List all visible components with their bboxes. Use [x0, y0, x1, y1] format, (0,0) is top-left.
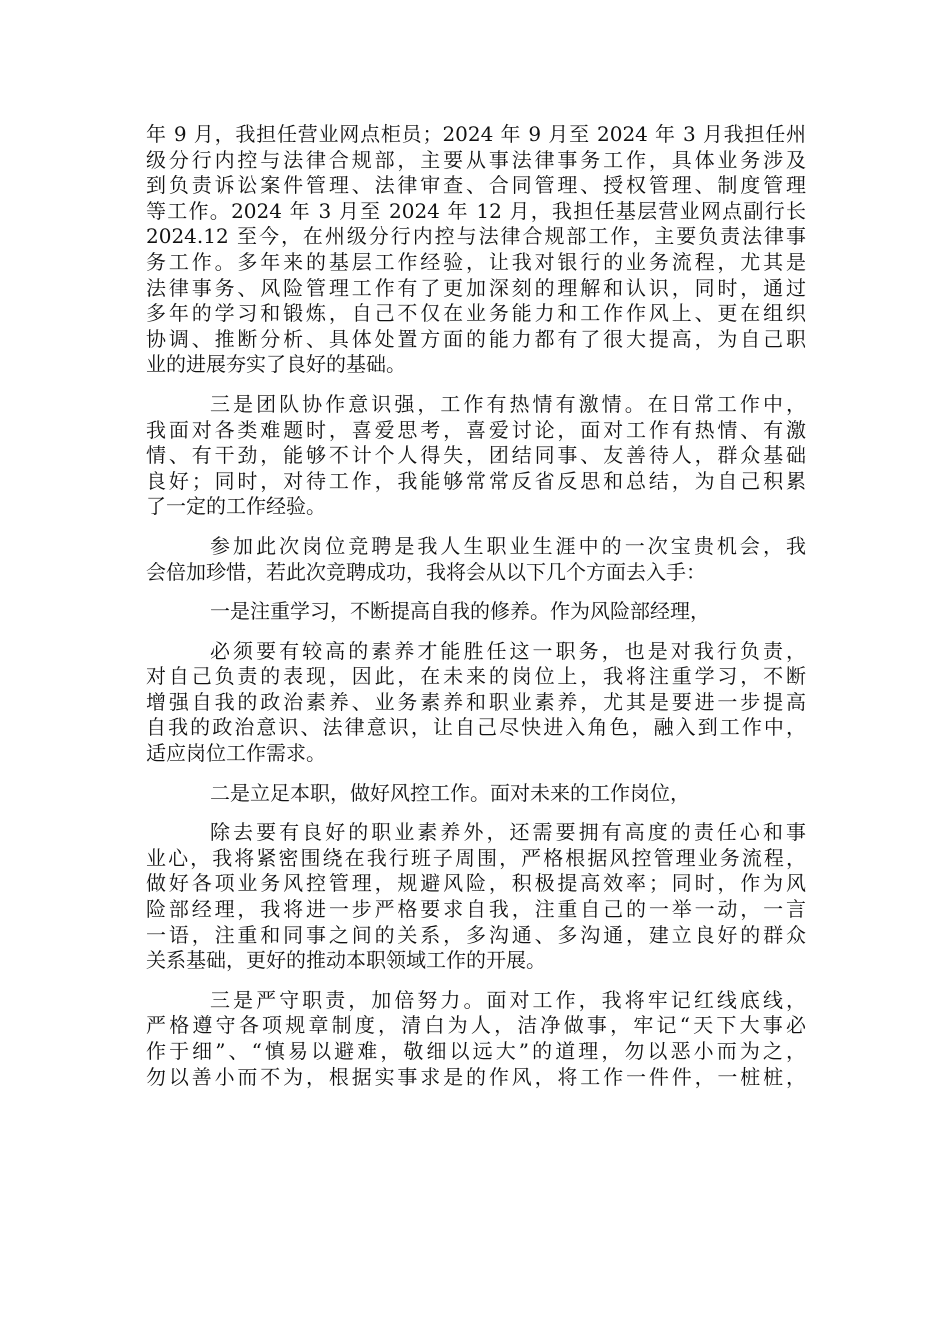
document-body	[146, 122, 806, 1104]
text-line: 险部经理，我将进一步严格要求自我，注重自己的一举一动，一言	[146, 897, 806, 922]
paragraph-opportunity	[146, 534, 806, 585]
paragraph-career-history	[146, 122, 806, 378]
text-line: 严格遵守各项规章制度，清白为人，洁净做事，牢记“天下大事必	[146, 1013, 806, 1038]
text-line: 务工作。多年来的基层工作经验，让我对银行的业务流程，尤其是	[146, 249, 806, 274]
text-line: 二是立足本职，做好风控工作。面对未来的工作岗位，	[210, 780, 690, 805]
text-line: 我面对各类难题时，喜爱思考，喜爱讨论，面对工作有热情、有激	[146, 417, 806, 442]
text-line: 除去要有良好的职业素养外，还需要拥有高度的责任心和事	[210, 820, 806, 845]
text-line: 三是团队协作意识强，工作有热情有激情。在日常工作中，	[210, 391, 806, 416]
text-line: 级分行内控与法律合规部，主要从事法律事务工作，具体业务涉及	[146, 147, 806, 172]
paragraph-point-two-body	[146, 820, 806, 974]
text-line: 法律事务、风险管理工作有了更加深刻的理解和认识，同时，通过	[146, 275, 806, 300]
paragraph-point-one-body	[146, 639, 806, 767]
text-line: 了一定的工作经验。	[146, 494, 326, 519]
text-line: 参加此次岗位竞聘是我人生职业生涯中的一次宝贵机会，我	[210, 533, 806, 558]
text-line: 情、有干劲，能够不计个人得失，团结同事、友善待人，群众基础	[146, 443, 806, 468]
text-line: 2024.12 至今，在州级分行内控与法律合规部工作，主要负责法律事	[146, 224, 806, 249]
paragraph-point-three	[146, 988, 806, 1090]
paragraph-teamwork	[146, 392, 806, 520]
text-line: 多年的学习和锻炼，自己不仅在业务能力和工作作风上、更在组织	[146, 301, 806, 326]
text-line: 业的进展夯实了良好的基础。	[146, 352, 406, 377]
text-line: 年 9 月，我担任营业网点柜员；2024 年 9 月至 2024 年 3 月我担任州	[146, 122, 806, 146]
text-line: 等工作。2024 年 3 月至 2024 年 12 月，我担任基层营业网点副行长	[146, 198, 806, 223]
text-line: 勿以善小而不为，根据实事求是的作风，将工作一件件，一桩桩，	[146, 1064, 806, 1089]
text-line: 做好各项业务风控管理，规避风险，积极提高效率；同时，作为风	[146, 871, 806, 896]
text-line: 关系基础，更好的推动本职领域工作的开展。	[146, 948, 546, 973]
text-line: 自我的政治意识、法律意识，让自己尽快进入角色，融入到工作中，	[146, 715, 806, 740]
text-line: 增强自我的政治素养、业务素养和职业素养，尤其是要进一步提高	[146, 689, 806, 714]
text-line: 业心，我将紧密围绕在我行班子周围，严格根据风控管理业务流程，	[146, 845, 806, 870]
text-line: 一是注重学习，不断提高自我的修养。作为风险部经理，	[210, 599, 710, 624]
text-line: 适应岗位工作需求。	[146, 741, 326, 766]
paragraph-point-one-heading	[146, 599, 806, 625]
text-line: 会倍加珍惜，若此次竞聘成功，我将会从以下几个方面去入手：	[146, 559, 706, 584]
text-line: 必须要有较高的素养才能胜任这一职务，也是对我行负责，	[210, 638, 806, 663]
text-line: 到负责诉讼案件管理、法律审查、合同管理、授权管理、制度管理	[146, 173, 806, 198]
paragraph-point-two-heading	[146, 781, 806, 807]
text-line: 对自己负责的表现，因此，在未来的岗位上，我将注重学习，不断	[146, 664, 806, 689]
text-line: 协调、推断分析、具体处置方面的能力都有了很大提高，为自己职	[146, 326, 806, 351]
text-line: 良好；同时，对待工作，我能够常常反省反思和总结，为自己积累	[146, 468, 806, 493]
text-line: 三是严守职责，加倍努力。面对工作，我将牢记红线底线，	[210, 987, 806, 1012]
text-line: 一语，注重和同事之间的关系，多沟通、多沟通，建立良好的群众	[146, 922, 806, 947]
text-line: 作于细”、“慎易以避难，敬细以远大”的道理，勿以恶小而为之，	[146, 1039, 806, 1063]
